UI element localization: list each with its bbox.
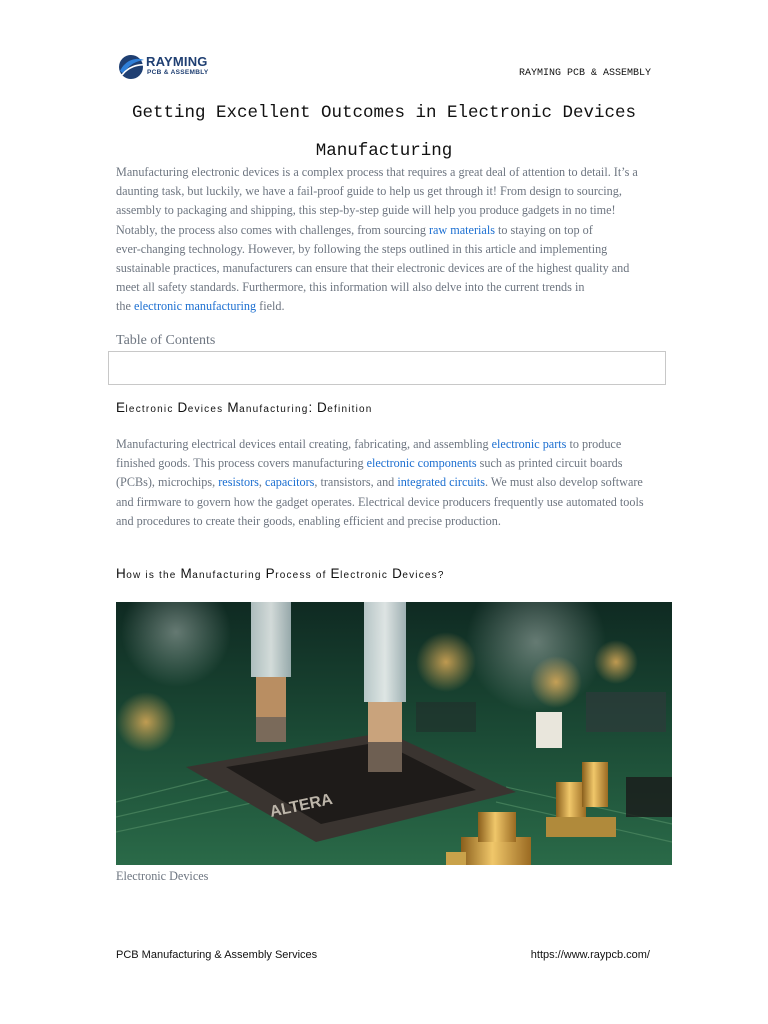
electronic-components-link[interactable]: electronic components	[366, 456, 477, 471]
text-run: field.	[256, 299, 285, 314]
resistors-link[interactable]: resistors	[218, 475, 259, 490]
toc-label: Table of Contents	[116, 333, 216, 348]
intro-line	[116, 297, 652, 316]
circuit-board-illustration	[116, 602, 672, 865]
globe-swoosh-icon	[116, 52, 146, 82]
text-run: . We must also develop software	[484, 475, 643, 490]
para-line: and procedures to create their goods, enabling efficient and precise production.	[116, 513, 501, 528]
rayming-logo	[116, 52, 226, 82]
intro-paragraph	[116, 163, 652, 317]
para-line	[116, 454, 656, 473]
text-run: such as printed circuit boards	[476, 456, 623, 471]
heading-cap: D	[177, 400, 188, 415]
page-title	[116, 94, 652, 170]
heading-cap: D	[392, 566, 403, 581]
text-run: to staying on top of	[494, 222, 593, 237]
para-line	[116, 473, 656, 492]
text-run: the	[116, 299, 134, 314]
heading-cap: M	[180, 566, 193, 581]
logo-brand-text: RAYMING	[146, 54, 208, 69]
footer-services: PCB Manufacturing & Assembly Services	[116, 949, 318, 961]
text-run: (PCBs), microchips,	[116, 475, 219, 490]
section-heading-process	[116, 566, 445, 581]
heading-cap: E	[330, 566, 341, 581]
photo-caption: Electronic Devices	[116, 869, 209, 883]
integrated-circuits-link[interactable]: integrated circuits	[397, 475, 485, 490]
intro-line: meet all safety standards. Furthermore, this information will also delve into the current trends in	[116, 280, 585, 295]
heading-cap: H	[116, 566, 127, 581]
electronic-manufacturing-link[interactable]: electronic manufacturing	[133, 299, 257, 314]
text-run: to produce	[566, 437, 622, 451]
capacitors-link[interactable]: capacitors	[264, 475, 315, 490]
heading-text: rocess of	[275, 570, 331, 581]
heading-text: evices	[187, 404, 228, 415]
definition-paragraph	[116, 435, 656, 531]
intro-line	[116, 221, 652, 240]
toc-box[interactable]	[108, 351, 666, 385]
title-line-1: Getting Excellent Outcomes in Electronic Devices	[131, 103, 637, 123]
text-run: Notably, the process also comes with challenges, from sourcing	[116, 222, 429, 237]
intro-line: assembly to packaging and shipping, this step-by-step guide will help you produce gadgets in no time!	[116, 203, 616, 218]
heading-cap: P	[265, 566, 276, 581]
logo-tagline: PCB & ASSEMBLY	[147, 69, 209, 76]
heading-cap: : D	[308, 400, 328, 415]
heading-text: evices?	[402, 570, 445, 581]
intro-line: ever-changing technology. However, by following the steps outlined in this article and implementing	[116, 241, 608, 256]
raw-materials-link[interactable]: raw materials	[428, 222, 495, 237]
heading-text: ow is the	[126, 570, 181, 581]
para-line: and firmware to govern how the gadget operates. Electrical device producers frequently use automated tools	[116, 494, 644, 509]
intro-line: sustainable practices, manufacturers can ensure that their electronic devices are of the highest quality and	[116, 261, 630, 276]
heading-cap: E	[116, 400, 126, 415]
heading-text: lectronic	[125, 404, 178, 415]
footer-url[interactable]: https://www.raypcb.com/	[530, 949, 650, 961]
text-run: , transistors, and	[314, 475, 398, 490]
title-line-2: Manufacturing	[315, 141, 453, 161]
text-run: ,	[258, 475, 265, 490]
chip-label: ALTERA	[268, 791, 335, 821]
text-run: Manufacturing electrical devices entail creating, fabricating, and assembling	[116, 437, 492, 451]
header-company-name: RAYMING PCB & ASSEMBLY	[518, 68, 651, 79]
heading-text: anufacturing	[192, 570, 266, 581]
section-heading-definition	[116, 400, 373, 415]
text-run: finished goods. This process covers manufacturing	[116, 456, 367, 471]
intro-line: Manufacturing electronic devices is a complex process that requires a great deal of attention to detail. It’s a	[116, 165, 638, 179]
electronics-photo	[116, 602, 672, 865]
heading-text: lectronic	[340, 570, 393, 581]
heading-cap: M	[227, 400, 240, 415]
intro-line: daunting task, but luckily, we have a fail-proof guide to help us get through it! From design to sourcing,	[116, 184, 622, 199]
electronic-parts-link[interactable]: electronic parts	[491, 437, 567, 451]
heading-text: anufacturing	[239, 404, 309, 415]
para-line	[116, 435, 656, 454]
heading-text: efinition	[327, 404, 373, 415]
